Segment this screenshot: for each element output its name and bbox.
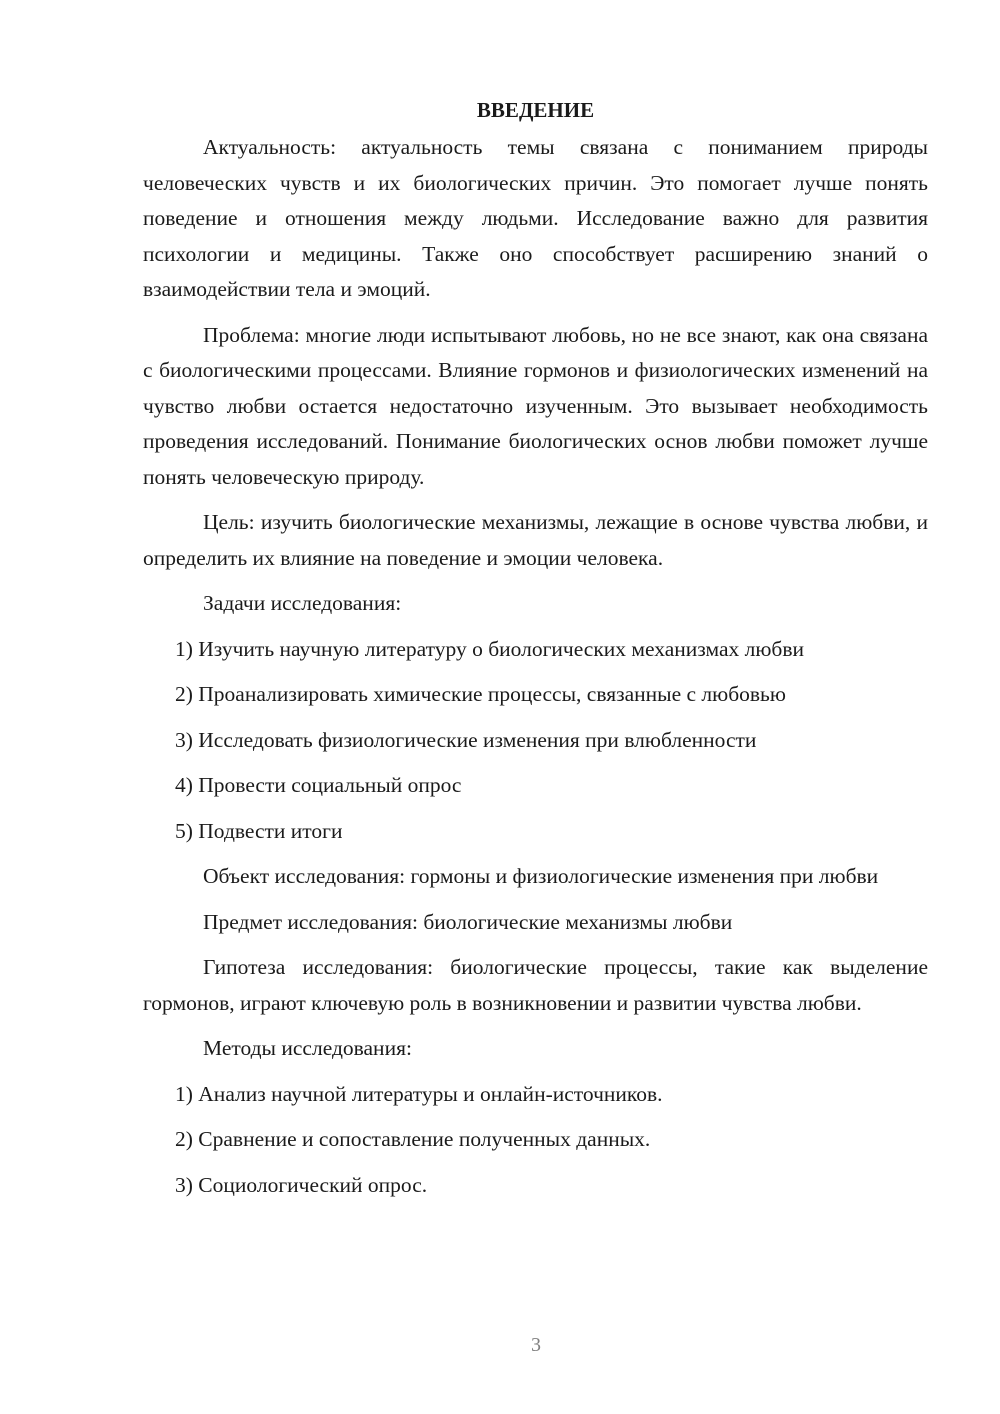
methods-list	[143, 1077, 928, 1204]
document-page	[143, 92, 928, 1213]
hypothesis-paragraph: Гипотеза исследования: биологические процессы, такие как выделение гормонов, играют ключевую роль в возникновении и развитии чувства любви.	[143, 955, 928, 1015]
page-number: 3	[531, 1334, 541, 1356]
relevance-paragraph: Актуальность: актуальность темы связана с пониманием природы человеческих чувств и их биологических причин. Это помогает лучше понять поведение и отношения между людьми. Исследование важно для развития психологии и медицины. Также оно способствует расширению знаний о взаимодействии тела и эмоций.	[143, 135, 928, 301]
task-item: 1) Изучить научную литературу о биологических механизмах любви	[175, 636, 805, 661]
method-item: 2) Сравнение и сопоставление полученных данных.	[175, 1127, 651, 1151]
method-item: 3) Социологический опрос.	[175, 1172, 428, 1197]
method-item: 1) Анализ научной литературы и онлайн-источников.	[175, 1081, 663, 1106]
problem-paragraph: Проблема: многие люди испытывают любовь, но не все знают, как она связана с биологическими процессами. Влияние гормонов и физиологических изменений на чувство любви остается недостаточно изученным. Это вызывает необходимость проведения исследований. Понимание биологических основ любви поможет лучше понять человеческую природу.	[143, 322, 928, 489]
tasks-list	[143, 632, 928, 850]
task-item: 4) Провести социальный опрос	[175, 773, 462, 797]
tasks-heading: Задачи исследования:	[203, 591, 402, 615]
section-title: ВВЕДЕНИЕ	[476, 98, 595, 122]
goal-paragraph: Цель: изучить биологические механизмы, лежащие в основе чувства любви, и определить их влияние на поведение и эмоции человека.	[143, 510, 928, 570]
task-item: 3) Исследовать физиологические изменения при влюбленности	[175, 727, 757, 752]
task-item: 5) Подвести итоги	[175, 818, 343, 843]
task-item: 2) Проанализировать химические процессы, связанные с любовью	[175, 682, 786, 706]
object-paragraph: Объект исследования: гормоны и физиологические изменения при любви	[203, 864, 879, 888]
methods-heading: Методы исследования:	[203, 1036, 412, 1060]
subject-paragraph: Предмет исследования: биологические механизмы любви	[203, 909, 733, 934]
